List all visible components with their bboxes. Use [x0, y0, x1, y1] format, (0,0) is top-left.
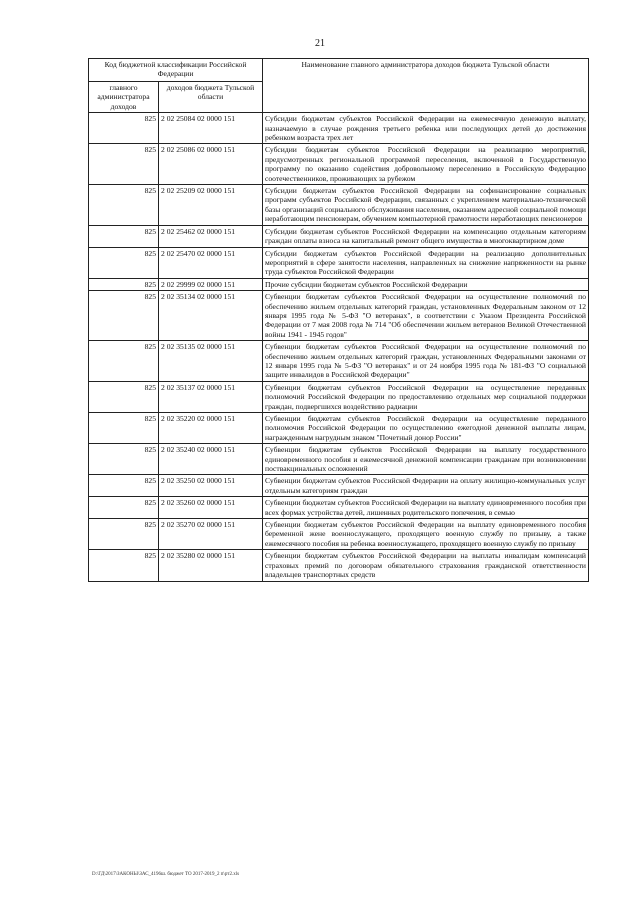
- revenue-code-cell: 2 02 35240 02 0000 151: [159, 444, 263, 475]
- admin-code-cell: 825: [89, 444, 159, 475]
- table-row: [89, 225, 589, 247]
- description-cell: Субвенции бюджетам субъектов Российской Федерации на выплаты инвалидам компенсаций страховых премий по договорам обязательного страхования гражданской ответственности владельцев транспортных средств: [263, 550, 589, 581]
- description-cell: Субвенции бюджетам субъектов Российской Федерации на осуществление полномочий по обеспечению жильем отдельных категорий граждан, установленных Федеральными законами от 12 января 1995 года № 5-ФЗ "О ветеранах" и от 24 ноября 1995 года № 181-ФЗ "О социальной защите инвалидов в Российской Федерации": [263, 341, 589, 382]
- table-row: [89, 550, 589, 581]
- description-cell: Субсидии бюджетам субъектов Российской Федерации на компенсацию отдельным категориям граждан оплаты взноса на капитальный ремонт общего имущества в многоквартирном доме: [263, 225, 589, 247]
- revenue-code-cell: 2 02 35280 02 0000 151: [159, 550, 263, 581]
- admin-code-cell: 825: [89, 144, 159, 185]
- revenue-code-cell: 2 02 25470 02 0000 151: [159, 247, 263, 278]
- description-cell: Субвенции бюджетам субъектов Российской Федерации на осуществление переданного полномочия Российской Федерации по осуществлению ежегодной денежной выплаты лицам, награжденным нагрудным знаком "Почетный донор России": [263, 413, 589, 444]
- table-row: [89, 381, 589, 412]
- admin-code-cell: 825: [89, 185, 159, 226]
- description-cell: Субсидии бюджетам субъектов Российской Федерации на реализацию дополнительных мероприятий в сфере занятости населения, направленных на снижение напряженности на рынке труда субъектов Российской Федерации: [263, 247, 589, 278]
- admin-code-cell: 825: [89, 550, 159, 581]
- description-cell: Субвенции бюджетам субъектов Российской Федерации на осуществление полномочий по обеспечению жильем отдельных категорий граждан, установленных Федеральным законом от 12 января 1995 года № 5-ФЗ "О ветеранах", в соответствии с Указом Президента Российской Федерации от 7 мая 2008 года № 714 "Об обеспечении жильем ветеранов Великой Отечественной войны 1941 - 1945 годов": [263, 291, 589, 341]
- page-number: 21: [315, 38, 325, 49]
- revenue-code-cell: 2 02 35135 02 0000 151: [159, 341, 263, 382]
- table-row: [89, 444, 589, 475]
- file-path-footer: D:\ГД\2017\ЗАКОНЫ\ЗАС_4196ш. бюджет ТО 2017-2019_2 п\рт2.xls: [92, 872, 240, 877]
- revenue-code-cell: 2 02 35260 02 0000 151: [159, 497, 263, 519]
- revenue-code-cell: 2 02 35270 02 0000 151: [159, 519, 263, 550]
- table-row: [89, 278, 589, 290]
- revenue-code-cell: 2 02 35137 02 0000 151: [159, 381, 263, 412]
- revenue-code-cell: 2 02 25084 02 0000 151: [159, 113, 263, 144]
- table-row: [89, 519, 589, 550]
- description-cell: Субвенции бюджетам субъектов Российской Федерации на выплату единовременного пособия беременной жене военнослужащего, проходящего военную службу по призыву, а также ежемесячного пособия на ребенка военнослужащего, проходящего военную службу по призыву: [263, 519, 589, 550]
- header-admin-column: главного администратора доходов: [89, 82, 159, 113]
- admin-code-cell: 825: [89, 475, 159, 497]
- table-row: [89, 144, 589, 185]
- admin-code-cell: 825: [89, 113, 159, 144]
- description-cell: Субсидии бюджетам субъектов Российской Федерации на реализацию мероприятий, предусмотренных региональной программой переселения, включенной в Государственную программу по оказанию содействия добровольному переселению в Российскую Федерацию соотечественников, проживающих за рубежом: [263, 144, 589, 185]
- table-row: [89, 291, 589, 341]
- revenue-code-cell: 2 02 35134 02 0000 151: [159, 291, 263, 341]
- admin-code-cell: 825: [89, 381, 159, 412]
- table-row: [89, 185, 589, 226]
- revenue-code-cell: 2 02 25086 02 0000 151: [159, 144, 263, 185]
- header-code-group: Код бюджетной классификации Российской Федерации: [89, 59, 263, 82]
- table-row: [89, 413, 589, 444]
- table-row: [89, 113, 589, 144]
- admin-code-cell: 825: [89, 291, 159, 341]
- description-cell: Субвенции бюджетам субъектов Российской Федерации на выплату государственного единовременного пособия и ежемесячной денежной компенсации гражданам при возникновении поствакцинальных осложнений: [263, 444, 589, 475]
- admin-code-cell: 825: [89, 519, 159, 550]
- admin-code-cell: 825: [89, 278, 159, 290]
- description-cell: Субвенции бюджетам субъектов Российской Федерации на осуществление переданных полномочий Российской Федерации по предоставлению отдельных мер социальной поддержки граждан, подвергшихся воздействию радиации: [263, 381, 589, 412]
- admin-code-cell: 825: [89, 247, 159, 278]
- admin-code-cell: 825: [89, 341, 159, 382]
- description-cell: Субсидии бюджетам субъектов Российской Федерации на ежемесячную денежную выплату, назначаемую в случае рождения третьего ребенка или последующих детей до достижения ребенком возраста трех лет: [263, 113, 589, 144]
- revenue-code-cell: 2 02 25209 02 0000 151: [159, 185, 263, 226]
- revenue-code-cell: 2 02 35220 02 0000 151: [159, 413, 263, 444]
- admin-code-cell: 825: [89, 225, 159, 247]
- table-row: [89, 475, 589, 497]
- header-name-column: Наименование главного администратора доходов бюджета Тульской области: [263, 59, 589, 113]
- revenue-code-cell: 2 02 29999 02 0000 151: [159, 278, 263, 290]
- table-row: [89, 247, 589, 278]
- budget-classification-table: [88, 58, 589, 582]
- header-revenue-column: доходов бюджета Тульской области: [159, 82, 263, 113]
- revenue-code-cell: 2 02 35250 02 0000 151: [159, 475, 263, 497]
- description-cell: Субвенции бюджетам субъектов Российской Федерации на выплату единовременного пособия при всех формах устройства детей, лишенных родительского попечения, в семью: [263, 497, 589, 519]
- table-row: [89, 497, 589, 519]
- description-cell: Прочие субсидии бюджетам субъектов Российской Федерации: [263, 278, 589, 290]
- admin-code-cell: 825: [89, 497, 159, 519]
- revenue-code-cell: 2 02 25462 02 0000 151: [159, 225, 263, 247]
- table-body: [89, 113, 589, 581]
- table-row: [89, 341, 589, 382]
- admin-code-cell: 825: [89, 413, 159, 444]
- description-cell: Субвенции бюджетам субъектов Российской Федерации на оплату жилищно-коммунальных услуг отдельным категориям граждан: [263, 475, 589, 497]
- description-cell: Субсидии бюджетам субъектов Российской Федерации на софинансирование социальных программ субъектов Российской Федерации, связанных с укреплением материально-технической базы организаций социального обслуживания населения, оказанием адресной социальной помощи неработающим пенсионерам, обучением компьютерной грамотности неработающих пенсионеров: [263, 185, 589, 226]
